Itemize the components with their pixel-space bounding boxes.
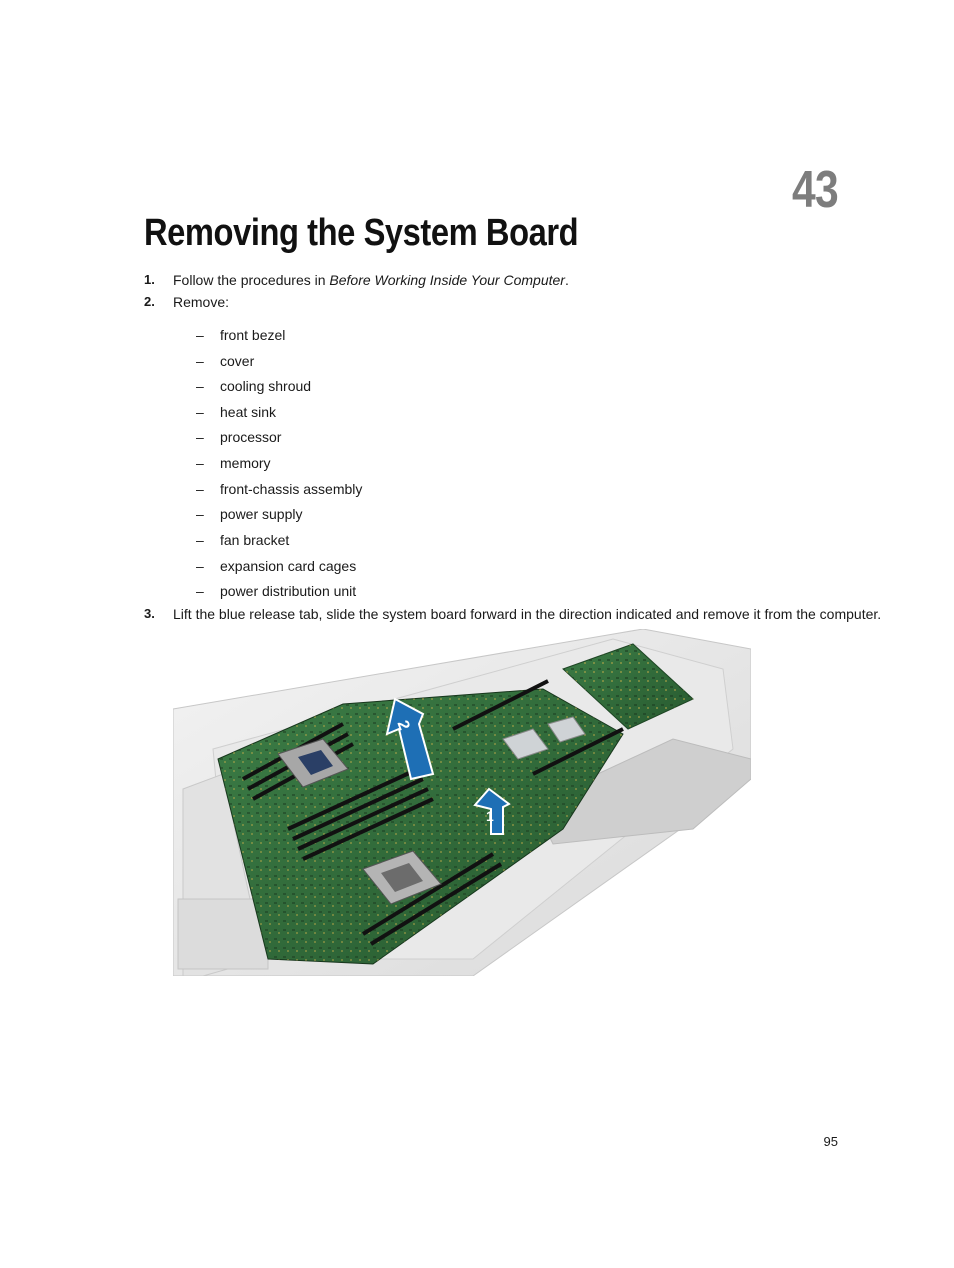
list-item-label: fan bracket — [220, 532, 290, 548]
list-dash: – — [196, 378, 204, 394]
list-dash: – — [196, 532, 204, 548]
list-dash: – — [196, 481, 204, 497]
list-item-label: power distribution unit — [220, 583, 357, 599]
list-item-label: front-chassis assembly — [220, 481, 363, 497]
arrow-2-label: 2 — [393, 718, 413, 733]
chapter-number: 43 — [792, 161, 838, 219]
page-number: 95 — [823, 1134, 838, 1149]
list-item-label: cooling shroud — [220, 378, 312, 394]
list-dash: – — [196, 583, 204, 599]
list-dash: – — [196, 429, 204, 445]
step-text-after: . — [564, 272, 569, 288]
list-dash: – — [196, 455, 204, 471]
list-item-label: cover — [220, 353, 255, 369]
step-number: 1. — [144, 272, 155, 287]
list-dash: – — [196, 404, 204, 420]
cross-reference-link[interactable]: Before Working Inside Your Computer — [329, 272, 565, 288]
system-board-illustration — [173, 629, 751, 976]
step-number: 3. — [144, 606, 155, 621]
arrow-1-label: 1 — [486, 808, 494, 824]
step-text — [173, 271, 569, 289]
list-dash: – — [196, 353, 204, 369]
step-text: Remove: — [173, 294, 230, 310]
list-item-label: expansion card cages — [220, 558, 357, 574]
list-dash: – — [196, 506, 204, 522]
list-item-label: processor — [220, 429, 282, 445]
step-text-before: Follow the procedures in — [173, 272, 330, 288]
step-text: Lift the blue release tab, slide the system board forward in the direction indicated and remove it from the computer. — [173, 606, 882, 622]
system-board-figure — [173, 629, 751, 976]
page-title: Removing the System Board — [144, 212, 579, 254]
list-item-label: memory — [220, 455, 271, 471]
list-item-label: heat sink — [220, 404, 277, 420]
list-item-label: power supply — [220, 506, 303, 522]
step-number: 2. — [144, 294, 155, 309]
list-item-label: front bezel — [220, 327, 286, 343]
list-dash: – — [196, 558, 204, 574]
list-dash: – — [196, 327, 204, 343]
